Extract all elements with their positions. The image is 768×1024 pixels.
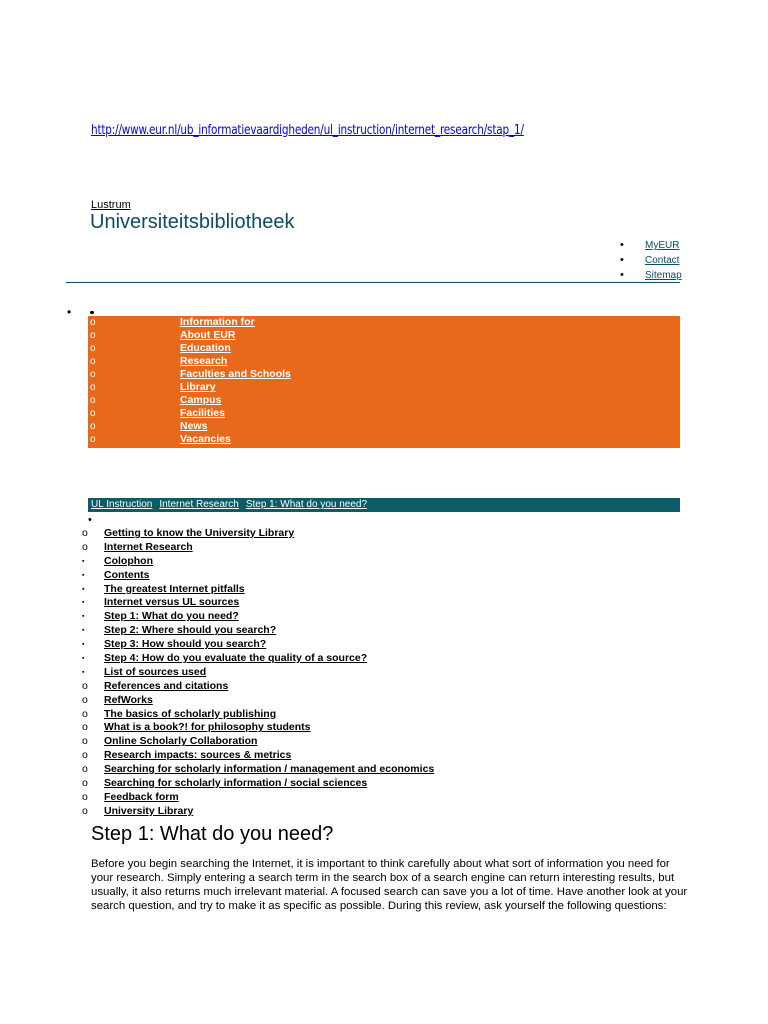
main-nav-item (88, 381, 680, 394)
site-title: Universiteitsbibliotheek (90, 211, 295, 233)
square-marker-icon: ▪ (82, 627, 85, 635)
circle-marker-icon: o (82, 693, 88, 706)
main-nav-item (88, 316, 680, 329)
nav-research[interactable]: Research (180, 355, 228, 367)
circle-marker-icon: o (90, 421, 96, 432)
circle-marker-icon: o (82, 749, 88, 762)
section-nav-link[interactable]: Colophon (104, 554, 153, 567)
square-marker-icon: ▪ (82, 641, 85, 649)
section-nav-link[interactable]: RefWorks (104, 693, 153, 706)
square-marker-icon: ▪ (82, 599, 85, 607)
section-nav-link[interactable]: Feedback form (104, 790, 179, 803)
nav-facilities[interactable]: Facilities (180, 407, 225, 419)
circle-marker-icon: o (90, 317, 96, 328)
circle-marker-icon: o (82, 735, 88, 748)
bullet-icon: • (67, 305, 72, 319)
main-nav-item (88, 433, 680, 446)
circle-marker-icon: o (90, 408, 96, 419)
square-marker-icon: ▪ (82, 613, 85, 621)
main-nav-item (88, 342, 680, 355)
circle-marker-icon: o (82, 540, 88, 553)
circle-marker-icon: o (82, 707, 88, 720)
breadcrumb (88, 498, 680, 512)
circle-marker-icon: o (90, 434, 96, 445)
circle-marker-icon: o (90, 395, 96, 406)
circle-marker-icon: o (82, 721, 88, 734)
main-nav-item (88, 394, 680, 407)
intro-paragraph: Before you begin searching the Internet, it is important to think carefully about what sort of information you need for your research. Simply entering a search term in the search box of a search engine can return interesting results, but usually, it also returns much irrelevant material. A focused search can save you a lot of time. Have another look at your search question, and try to make it as specific as possible. During this review, ask yourself the following questions: (91, 858, 688, 912)
section-nav-link[interactable]: Step 4: How do you evaluate the quality of a source? (104, 652, 368, 665)
nav-about-eur[interactable]: About EUR (180, 329, 236, 341)
circle-marker-icon: o (90, 356, 96, 367)
main-nav-item (88, 368, 680, 381)
circle-marker-icon: o (90, 330, 96, 341)
bullet-icon (90, 311, 94, 314)
section-nav-link[interactable]: Getting to know the University Library (104, 527, 295, 539)
section-nav-link[interactable]: Internet versus UL sources (104, 596, 240, 609)
breadcrumb-internet-research[interactable]: Internet Research (159, 499, 239, 510)
circle-marker-icon: o (90, 369, 96, 380)
section-nav-link[interactable]: Step 2: Where should you search? (104, 624, 277, 637)
main-nav-item (88, 407, 680, 420)
circle-marker-icon: o (82, 804, 88, 817)
bullet-icon: • (620, 239, 624, 251)
main-nav-item (88, 355, 680, 368)
header-divider (66, 282, 680, 283)
square-marker-icon: ▪ (82, 585, 85, 593)
nav-campus[interactable]: Campus (180, 394, 222, 406)
section-nav-link[interactable]: What is a book?! for philosophy students (104, 721, 311, 734)
nav-library[interactable]: Library (180, 381, 216, 393)
section-nav-link[interactable]: Research impacts: sources & metrics (104, 749, 292, 762)
lustrum-link[interactable]: Lustrum (91, 199, 131, 211)
section-nav-link[interactable]: University Library (104, 804, 194, 817)
contact-link[interactable]: Contact (645, 255, 680, 266)
main-nav-item (88, 420, 680, 433)
main-nav-item (88, 329, 680, 342)
section-nav-link[interactable]: References and citations (104, 679, 229, 692)
square-marker-icon: ▪ (82, 668, 85, 676)
page-title: Step 1: What do you need? (91, 823, 334, 845)
circle-marker-icon: o (82, 790, 88, 803)
circle-marker-icon: o (82, 763, 88, 776)
nav-faculties-and-schools[interactable]: Faculties and Schools (180, 368, 291, 380)
bullet-icon: • (620, 254, 624, 266)
circle-marker-icon: o (90, 343, 96, 354)
circle-marker-icon: o (82, 679, 88, 692)
section-nav-link[interactable]: Online Scholarly Collaboration (104, 735, 258, 748)
sitemap-link[interactable]: Sitemap (645, 270, 682, 281)
nav-news[interactable]: News (180, 420, 208, 432)
source-url-link[interactable]: http://www.eur.nl/ub_informatievaardigheden/ul_instruction/internet_research/stap_1/ (91, 122, 524, 138)
square-marker-icon: ▪ (82, 571, 85, 579)
section-nav-link[interactable]: Step 1: What do you need? (104, 610, 239, 623)
myeur-link[interactable]: MyEUR (645, 240, 680, 251)
nav-education[interactable]: Education (180, 342, 231, 354)
circle-marker-icon: o (82, 527, 88, 539)
nav-information-for[interactable]: Information for (180, 316, 255, 328)
section-nav-link[interactable]: Step 3: How should you search? (104, 638, 267, 651)
nav-vacancies[interactable]: Vacancies (180, 433, 231, 445)
square-marker-icon: ▪ (82, 557, 85, 565)
bullet-icon: • (620, 269, 624, 281)
section-nav-link[interactable]: Searching for scholarly information / management and economics (104, 763, 435, 776)
section-nav-link[interactable]: List of sources used (104, 665, 207, 678)
breadcrumb-ul-instruction[interactable]: UL Instruction (91, 499, 153, 510)
square-marker-icon: ▪ (82, 655, 85, 663)
main-nav (88, 316, 680, 448)
section-nav-link[interactable]: Internet Research (104, 540, 193, 553)
bullet-icon: • (88, 514, 92, 526)
section-nav-link[interactable]: Contents (104, 568, 150, 581)
section-nav-link[interactable]: The greatest Internet pitfalls (104, 582, 245, 595)
circle-marker-icon: o (90, 382, 96, 393)
section-nav-link[interactable]: The basics of scholarly publishing (104, 707, 277, 720)
circle-marker-icon: o (82, 777, 88, 790)
breadcrumb-step-1[interactable]: Step 1: What do you need? (245, 499, 368, 510)
section-nav-link[interactable]: Searching for scholarly information / social sciences (104, 777, 368, 790)
